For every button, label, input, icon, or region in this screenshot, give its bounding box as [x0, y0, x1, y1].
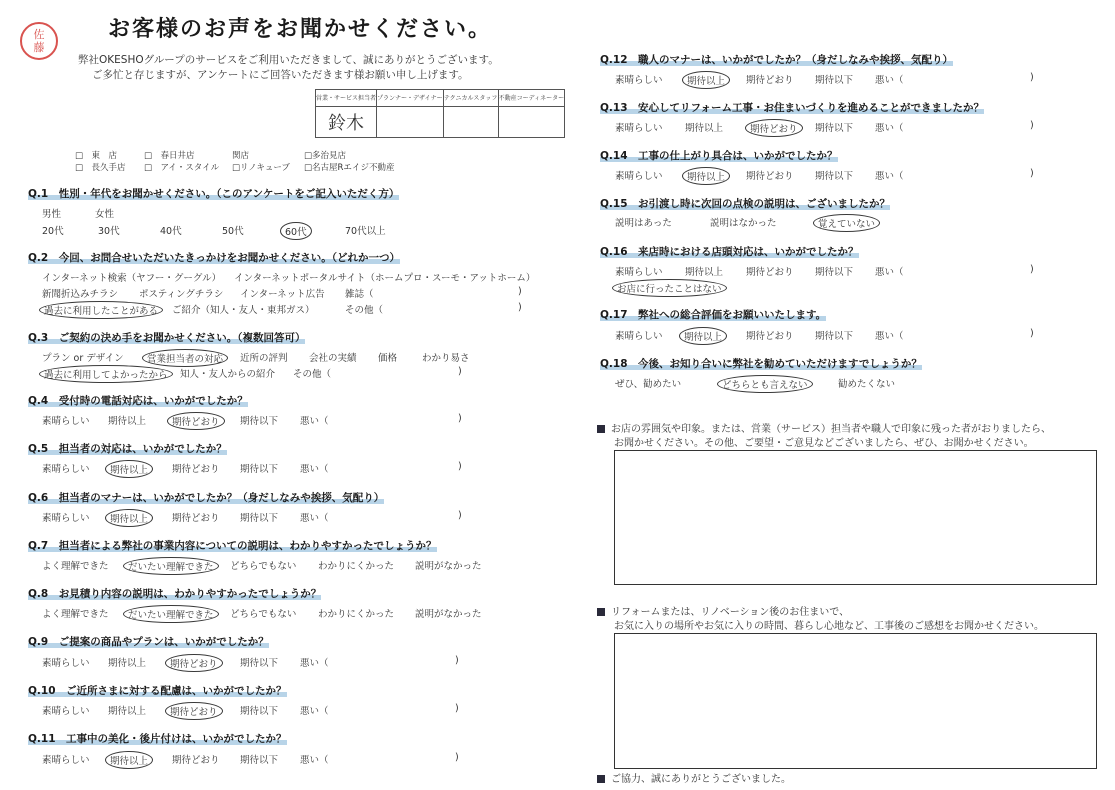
q6-below[interactable]: 期待以下	[240, 513, 279, 524]
q1-male[interactable]: 男性	[42, 209, 62, 220]
q9-bad[interactable]: 悪い（	[300, 658, 329, 669]
q14-close: )	[1030, 168, 1034, 179]
q12-excellent[interactable]: 素晴らしい	[615, 75, 663, 86]
q9-below[interactable]: 期待以下	[240, 658, 279, 669]
q16-below[interactable]: 期待以下	[815, 267, 854, 278]
q10-close: )	[455, 703, 459, 714]
thanks-message: ご協力、誠にありがとうございました。	[597, 770, 791, 785]
q3-clarity[interactable]: わかり易さ	[422, 353, 470, 364]
q3-reputation[interactable]: 近所の評判	[240, 353, 288, 364]
q2-other-close: )	[518, 302, 522, 313]
q14-as-expected[interactable]: 期待どおり	[746, 171, 794, 182]
q11-above-selected[interactable]: 期待以上	[105, 751, 153, 769]
q10-excellent[interactable]: 素晴らしい	[42, 706, 90, 717]
comment2-textarea[interactable]	[614, 633, 1097, 769]
q13-above[interactable]: 期待以上	[685, 123, 724, 134]
store-east[interactable]: □ 東 店	[75, 151, 118, 161]
q1-age-70s[interactable]: 70代以上	[345, 226, 386, 237]
q16-above[interactable]: 期待以上	[685, 267, 724, 278]
q17-close: )	[1030, 328, 1034, 339]
q15-not-explained[interactable]: 説明はなかった	[710, 218, 777, 229]
q5-as-expected[interactable]: 期待どおり	[172, 464, 220, 475]
q4-below[interactable]: 期待以下	[240, 416, 279, 427]
bullet-square-icon	[597, 425, 605, 433]
q13-excellent[interactable]: 素晴らしい	[615, 123, 663, 134]
q7-neutral[interactable]: どちらでもない	[230, 561, 297, 572]
q3-friend-referral[interactable]: 知人・友人からの紹介	[180, 369, 276, 380]
comment1-textarea[interactable]	[614, 450, 1097, 585]
q15-text: Q.15 お引渡し時に次回の点検の説明は、ございましたか？	[600, 198, 891, 210]
q12-close: )	[1030, 72, 1034, 83]
q18-neutral-selected[interactable]: どちらとも言えない	[717, 375, 813, 393]
staff-header-sales: 営業・サービス担当者	[316, 90, 377, 107]
q13-bad[interactable]: 悪い（	[875, 123, 904, 134]
q16-excellent[interactable]: 素晴らしい	[615, 267, 663, 278]
q2-referral[interactable]: ご紹介（知人・友人・東邦ガス）	[172, 305, 315, 316]
q5-text: Q.5 担当者の対応は、いかがでしたか？	[28, 443, 227, 455]
q6-bad[interactable]: 悪い（	[300, 513, 329, 524]
q10-above[interactable]: 期待以上	[108, 706, 147, 717]
q9-close: )	[455, 655, 459, 666]
q6-close: )	[458, 510, 462, 521]
q3-record[interactable]: 会社の実績	[309, 353, 357, 364]
page-title: お客様のお声をお聞かせください。	[108, 17, 493, 42]
q17-above-selected[interactable]: 期待以上	[679, 327, 727, 345]
q3-other-close: )	[458, 366, 462, 377]
q15-explained[interactable]: 説明はあった	[615, 218, 672, 229]
q16-as-expected[interactable]: 期待どおり	[746, 267, 794, 278]
q15-dont-remember-selected[interactable]: 覚えていない	[813, 214, 880, 232]
q2-posting[interactable]: ポスティングチラシ	[139, 289, 224, 300]
q5-excellent[interactable]: 素晴らしい	[42, 464, 90, 475]
q9-text: Q.9 ご提案の商品やプランは、いかがでしたか？	[28, 636, 269, 648]
staff-technical-value[interactable]	[443, 107, 498, 138]
store-istyle[interactable]: □ アイ・スタイル	[144, 163, 220, 173]
staff-table	[315, 89, 565, 138]
store-renocube[interactable]: □リノキューブ	[232, 163, 290, 173]
comment2-line2: お気に入りの場所やお気に入りの時間、暮らし心地など、工事後のご感想をお聞かせください。	[614, 621, 1044, 632]
q11-bad[interactable]: 悪い（	[300, 755, 329, 766]
staff-planner-value[interactable]	[377, 107, 444, 138]
q7-unclear[interactable]: わかりにくかった	[318, 561, 395, 572]
q17-excellent[interactable]: 素晴らしい	[615, 331, 663, 342]
seal-stamp: 佐藤	[20, 22, 58, 60]
q1-age-50s[interactable]: 50代	[222, 226, 244, 237]
q12-above-selected[interactable]: 期待以上	[682, 71, 730, 89]
q10-below[interactable]: 期待以下	[240, 706, 279, 717]
intro-line-1: 弊社OKESHOグループのサービスをご利用いただきまして、誠にありがとうございます。	[78, 54, 499, 66]
q6-text: Q.6 担当者のマナーは、いかがでしたか？（身だしなみや挨拶、気配り）	[28, 492, 385, 504]
q11-as-expected[interactable]: 期待どおり	[172, 755, 220, 766]
store-seki[interactable]: 関店	[232, 151, 250, 161]
q12-text: Q.12 職人のマナーは、いかがでしたか？（身だしなみや挨拶、気配り）	[600, 54, 954, 66]
q10-text: Q.10 ご近所さまに対する配慮は、いかがでしたか？	[28, 685, 287, 697]
q11-excellent[interactable]: 素晴らしい	[42, 755, 90, 766]
q11-text: Q.11 工事中の美化・後片付けは、いかがでしたか？	[28, 733, 287, 745]
q16-close: )	[1030, 264, 1034, 275]
q7-understood[interactable]: よく理解できた	[42, 561, 109, 572]
staff-realestate-value[interactable]	[498, 107, 565, 138]
q14-bad[interactable]: 悪い（	[875, 171, 904, 182]
q2-magazine-close: )	[518, 286, 522, 297]
q3-plan[interactable]: プラン or デザイン	[42, 353, 124, 364]
q5-above-selected[interactable]: 期待以上	[105, 460, 153, 478]
q3-sales-rep-selected[interactable]: 営業担当者の対応	[142, 349, 228, 367]
q12-bad[interactable]: 悪い（	[875, 75, 904, 86]
q17-below[interactable]: 期待以下	[815, 331, 854, 342]
store-nagakute[interactable]: □ 長久手店	[75, 163, 126, 173]
q13-text: Q.13 安心してリフォーム工事・お住まいづくりを進めることができましたか？	[600, 102, 985, 114]
q9-above[interactable]: 期待以上	[108, 658, 147, 669]
q2-text: Q.2 今回、お問合せいただいたきっかけをお聞かせください。（どれか一つ）	[28, 252, 400, 264]
q11-below[interactable]: 期待以下	[240, 755, 279, 766]
q4-excellent[interactable]: 素晴らしい	[42, 416, 90, 427]
q1-age-20s[interactable]: 20代	[42, 226, 64, 237]
q6-excellent[interactable]: 素晴らしい	[42, 513, 90, 524]
q14-below[interactable]: 期待以下	[815, 171, 854, 182]
q18-recommend[interactable]: ぜひ、勧めたい	[615, 379, 682, 390]
q7-text: Q.7 担当者による弊社の事業内容についての説明は、わかりやすかったでしょうか？	[28, 540, 437, 552]
q17-as-expected[interactable]: 期待どおり	[746, 331, 794, 342]
q18-not-recommend[interactable]: 勧めたくない	[838, 379, 896, 390]
q1-age-40s[interactable]: 40代	[160, 226, 182, 237]
q1-age-60s-selected[interactable]: 60代	[280, 222, 312, 240]
q13-as-expected-selected[interactable]: 期待どおり	[745, 119, 803, 137]
q17-bad[interactable]: 悪い（	[875, 331, 904, 342]
q17-text: Q.17 弊社への総合評価をお願いいたします。	[600, 309, 827, 321]
q9-as-expected-selected[interactable]: 期待どおり	[165, 654, 223, 672]
q2-magazine[interactable]: 雑誌（	[345, 289, 374, 300]
q4-text: Q.4 受付時の電話対応は、いかがでしたか？	[28, 395, 248, 407]
comment1-line1: お店の雰囲気や印象。または、営業（サービス）担当者や職人で印象に残った者がおりましたら、	[597, 420, 1051, 435]
q7-no-explanation[interactable]: 説明がなかった	[415, 561, 482, 572]
q2-newspaper[interactable]: 新聞折込みチラシ	[42, 289, 119, 300]
store-tajimi[interactable]: □多治見店	[304, 151, 347, 161]
q14-excellent[interactable]: 素晴らしい	[615, 171, 663, 182]
staff-sales-value[interactable]: 鈴木	[316, 107, 377, 138]
q12-as-expected[interactable]: 期待どおり	[746, 75, 794, 86]
intro-line-2: ご多忙と存じますが、アンケートにご回答いただきます様お願い申し上げます。	[92, 69, 469, 81]
q2-web-ad[interactable]: インターネット広告	[240, 289, 325, 300]
q9-excellent[interactable]: 素晴らしい	[42, 658, 90, 669]
q6-above-selected[interactable]: 期待以上	[105, 509, 153, 527]
q14-text: Q.14 工事の仕上がり具合は、いかがでしたか？	[600, 150, 838, 162]
q8-mostly-selected[interactable]: だいたい理解できた	[123, 605, 219, 623]
q8-no-explanation[interactable]: 説明がなかった	[415, 609, 482, 620]
comment1-line2: お聞かせください。その他、ご要望・ご意見などございましたら、ぜひ、お聞かせください。	[614, 438, 1034, 449]
q3-price[interactable]: 価格	[378, 353, 398, 364]
q18-text: Q.18 今後、お知り合いに弊社を勧めていただけますでしょうか？	[600, 358, 922, 370]
q7-mostly-selected[interactable]: だいたい理解できた	[123, 557, 219, 575]
q4-as-expected-selected[interactable]: 期待どおり	[167, 412, 225, 430]
q6-as-expected[interactable]: 期待どおり	[172, 513, 220, 524]
store-kasugai[interactable]: □ 春日井店	[144, 151, 195, 161]
q13-close: )	[1030, 120, 1034, 131]
staff-header-realestate: 不動産コーディネーター	[498, 90, 565, 107]
q12-below[interactable]: 期待以下	[815, 75, 854, 86]
q4-bad[interactable]: 悪い（	[300, 416, 329, 427]
q8-neutral[interactable]: どちらでもない	[230, 609, 297, 620]
store-nagoya-rage[interactable]: □名古屋Rエイジ不動産	[304, 163, 395, 173]
q8-text: Q.8 お見積り内容の説明は、わかりやすかったでしょうか？	[28, 588, 322, 600]
q3-past-good-selected[interactable]: 過去に利用してよかったから	[39, 365, 173, 383]
q10-bad[interactable]: 悪い（	[300, 706, 329, 717]
q10-as-expected-selected[interactable]: 期待どおり	[165, 702, 223, 720]
q14-above-selected[interactable]: 期待以上	[682, 167, 730, 185]
q8-unclear[interactable]: わかりにくかった	[318, 609, 395, 620]
q2-search[interactable]: インターネット検索（ヤフー・グーグル）	[42, 273, 222, 284]
q5-below[interactable]: 期待以下	[240, 464, 279, 475]
bullet-square-icon	[597, 775, 605, 783]
q5-bad[interactable]: 悪い（	[300, 464, 329, 475]
bullet-square-icon	[597, 608, 605, 616]
q3-text: Q.3 ご契約の決め手をお聞かせください。（複数回答可）	[28, 332, 306, 344]
staff-header-technical: テクニカルスタッフ	[443, 90, 498, 107]
staff-header-planner: プランナー・デザイナー	[377, 90, 444, 107]
q1-text: Q.1 性別・年代をお聞かせください。（このアンケートをご記入いただく方）	[28, 188, 400, 200]
q8-understood[interactable]: よく理解できた	[42, 609, 109, 620]
q1-age-30s[interactable]: 30代	[98, 226, 120, 237]
q2-portal[interactable]: インターネットポータルサイト（ホームプロ・スーモ・アットホーム）	[234, 273, 536, 284]
q11-close: )	[455, 752, 459, 763]
q2-other[interactable]: その他（	[345, 305, 384, 316]
q16-text: Q.16 来店時における店頭対応は、いかがでしたか？	[600, 246, 859, 258]
q1-female[interactable]: 女性	[95, 209, 115, 220]
q16-never-visited-selected[interactable]: お店に行ったことはない	[612, 279, 727, 297]
comment2-line1: リフォームまたは、リノベーション後のお住まいで、	[597, 603, 849, 618]
q5-close: )	[458, 461, 462, 472]
q3-other[interactable]: その他（	[293, 369, 332, 380]
q2-past-use-selected[interactable]: 過去に利用したことがある	[39, 301, 163, 319]
q13-below[interactable]: 期待以下	[815, 123, 854, 134]
q16-bad[interactable]: 悪い（	[875, 267, 904, 278]
q4-above[interactable]: 期待以上	[108, 416, 147, 427]
q4-close: )	[458, 413, 462, 424]
